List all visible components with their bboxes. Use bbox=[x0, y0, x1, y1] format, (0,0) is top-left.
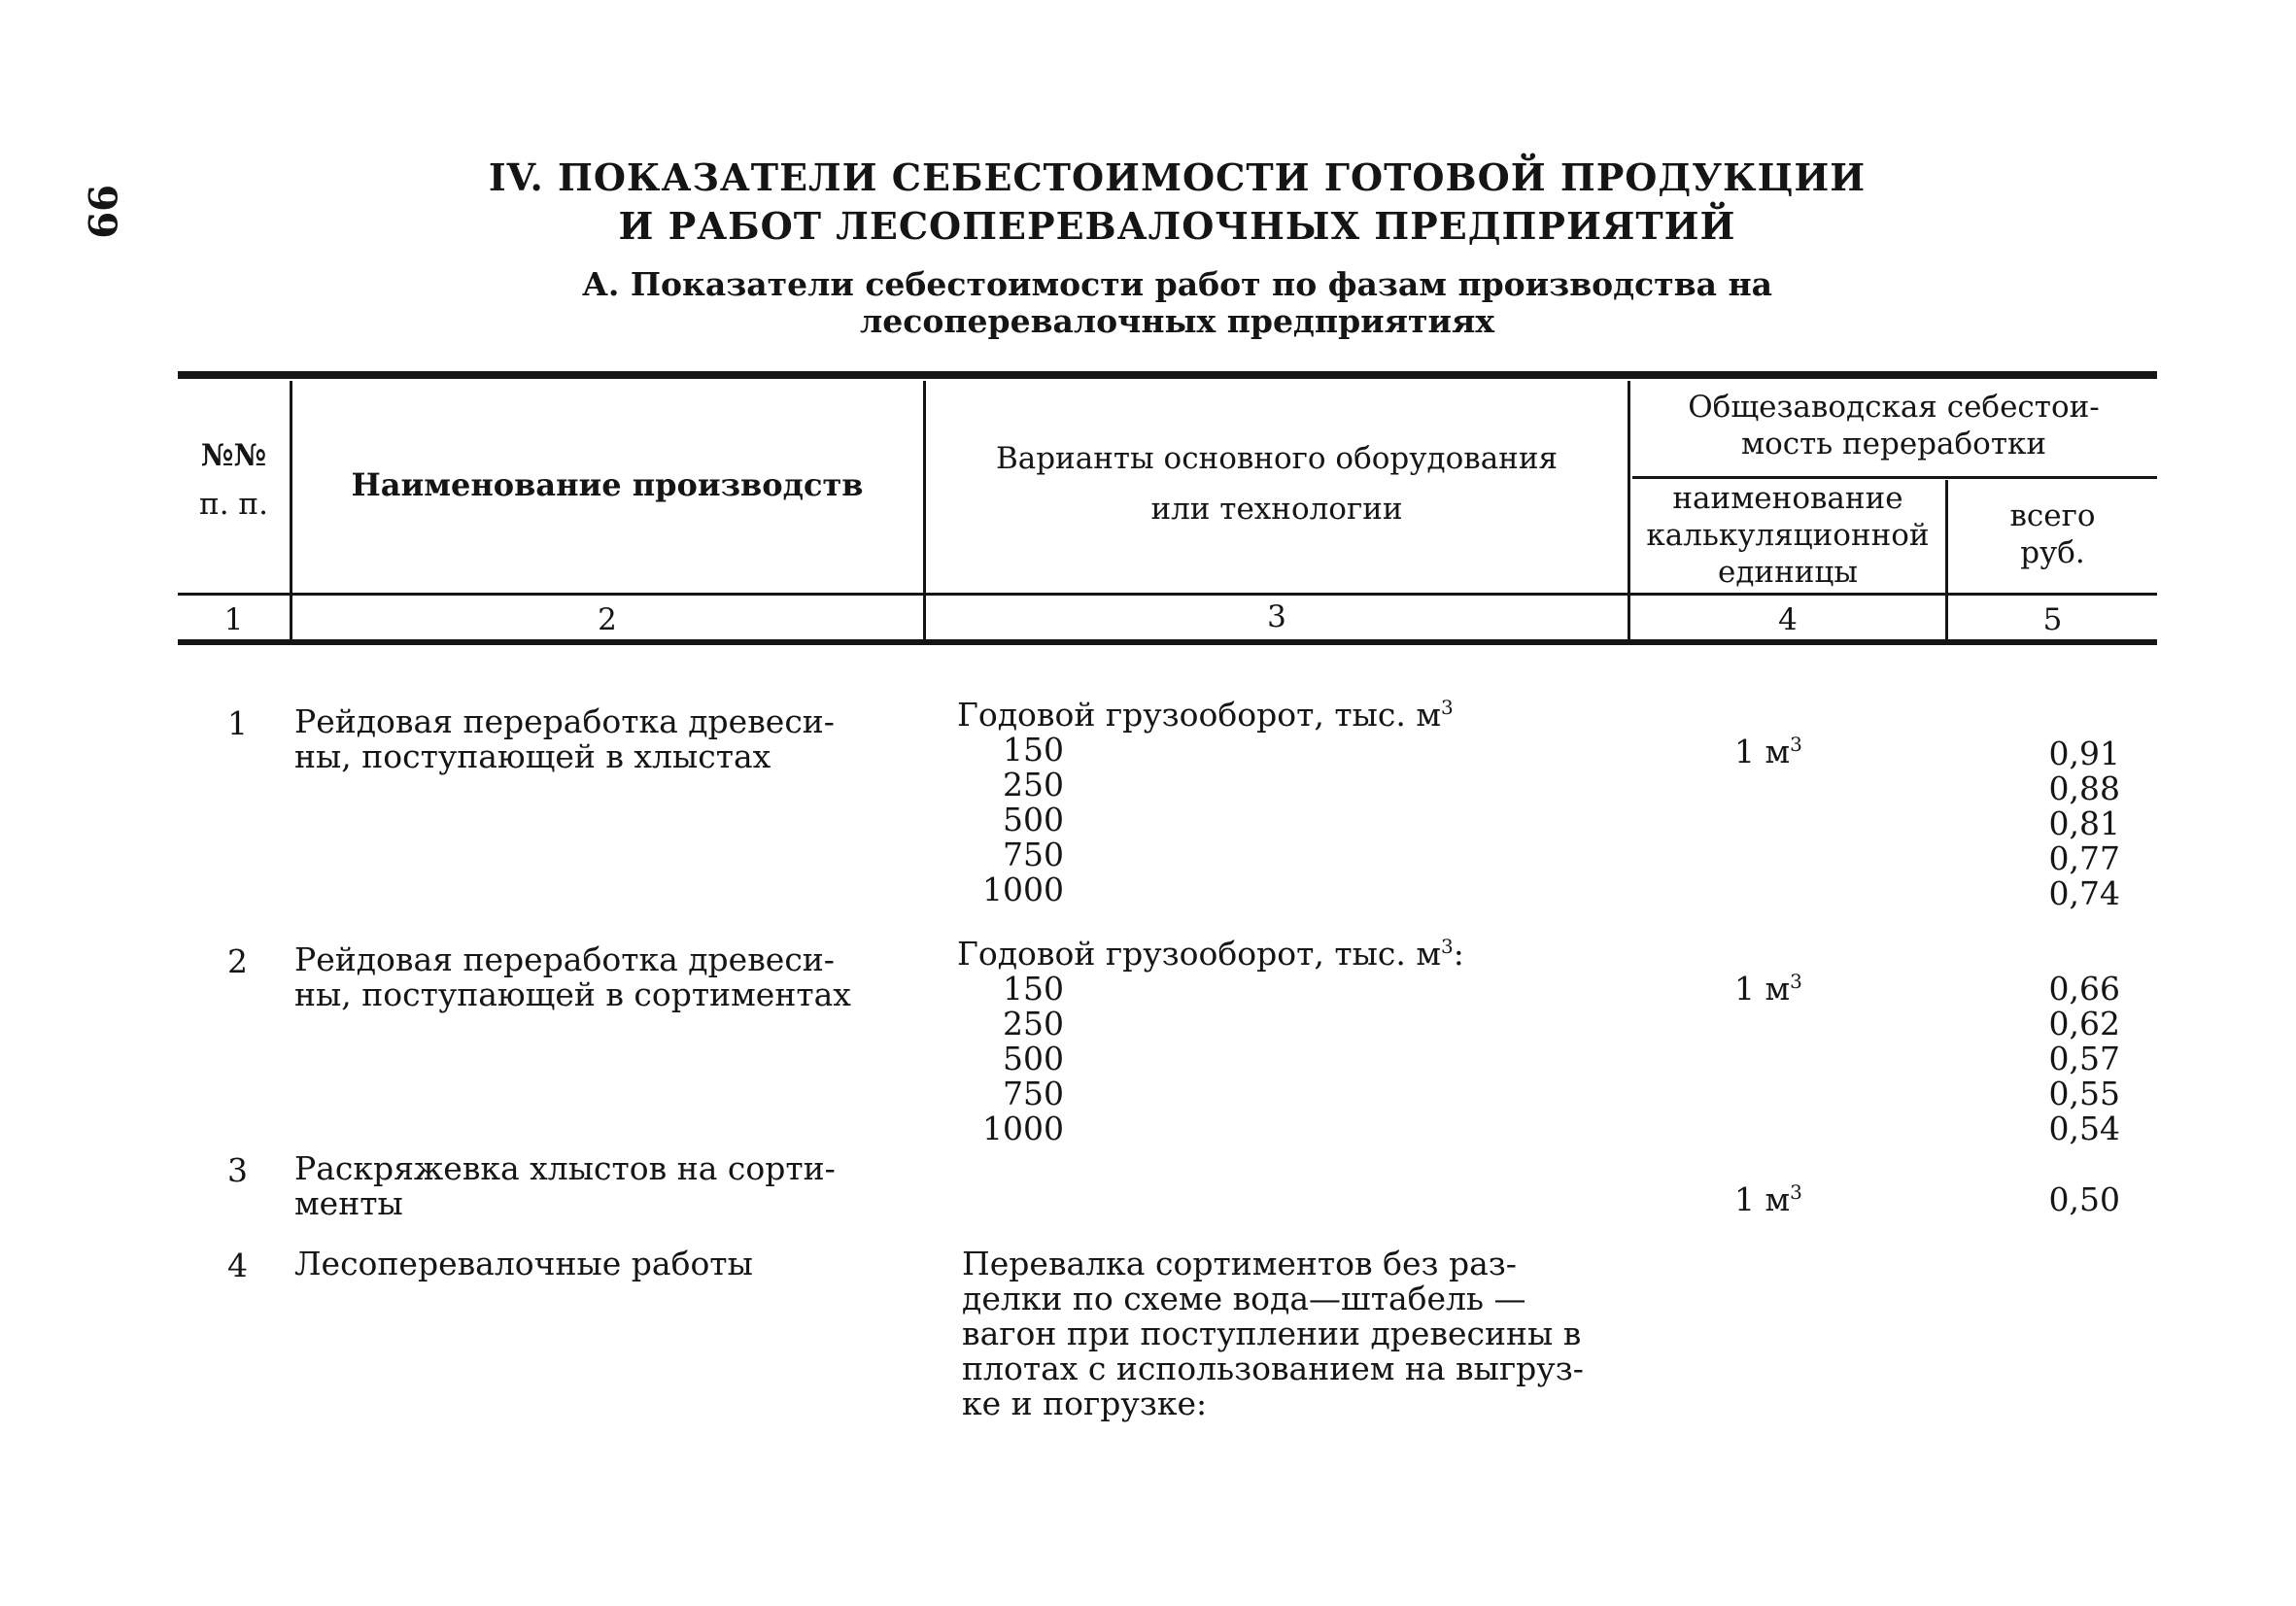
header-col-name: Наименование производств bbox=[351, 466, 864, 503]
row-2-unit: 1 $м^3$ bbox=[1734, 970, 1802, 1008]
row-2-variant-title: Годовой грузооборот, тыс. $м^3$: bbox=[957, 935, 1464, 973]
row-1-name: Рейдовая переработка древеси- ны, поступающей в хлыстах bbox=[294, 702, 835, 775]
row-2-number: 2 bbox=[227, 942, 248, 980]
header-col-unit: наименование калькуляционной единицы bbox=[1646, 481, 1930, 590]
header-bottom-rule bbox=[178, 593, 2157, 596]
header-col-group: Общезаводская себестои- мость переработки bbox=[1688, 390, 2100, 461]
col-number-1: 1 bbox=[223, 602, 244, 637]
table-top-rule bbox=[178, 371, 2157, 379]
subtitle-line-1: А. Показатели себестоимости работ по фазам производства на bbox=[581, 265, 1773, 303]
title-line-2: И РАБОТ ЛЕСОПЕРЕВАЛОЧНЫХ ПРЕДПРИЯТИЙ bbox=[618, 204, 1736, 248]
col-divider-1 bbox=[290, 381, 292, 639]
col-number-3: 3 bbox=[1267, 599, 1286, 634]
row-4-description: Перевалка сортиментов без раз- делки по схеме вода—штабель — вагон при поступлении древесины в плотах с использованием на выгруз- ке и погрузке: bbox=[962, 1245, 1584, 1422]
header-col-number: №№ п. п. bbox=[199, 438, 268, 522]
row-2-values: 0,66 0,62 0,57 0,55 0,54 bbox=[2048, 970, 2120, 1147]
col-number-2: 2 bbox=[598, 602, 617, 637]
row-3-value: 0,50 bbox=[2048, 1180, 2120, 1218]
subtitle-line-2: лесоперевалочных предприятиях bbox=[859, 302, 1494, 340]
row-1-values: 0,91 0,88 0,81 0,77 0,74 bbox=[2048, 735, 2120, 912]
header-col-total: всего руб. bbox=[2009, 498, 2096, 570]
row-2-volumes: 150 250 500 750 1000 bbox=[982, 970, 1064, 1147]
row-3-number: 3 bbox=[227, 1151, 248, 1189]
row-2-name: Рейдовая переработка древеси- ны, поступающей в сортиментах bbox=[294, 940, 851, 1013]
header-col-variants: Варианты основного оборудования или технологии bbox=[995, 441, 1559, 527]
row-1-volumes: 150 250 500 750 1000 bbox=[982, 731, 1064, 908]
row-1-number: 1 bbox=[227, 704, 248, 742]
section-title bbox=[29, 154, 2296, 251]
row-3-name: Раскряжевка хлыстов на сорти- менты bbox=[294, 1149, 836, 1222]
group-divider-rule bbox=[1632, 476, 2157, 479]
row-4-number: 4 bbox=[227, 1247, 248, 1284]
title-line-1: IV. ПОКАЗАТЕЛИ СЕБЕСТОИМОСТИ ГОТОВОЙ ПРОДУКЦИИ bbox=[488, 155, 1867, 199]
page-number: 99 bbox=[79, 185, 124, 239]
table-numbers-bottom-rule bbox=[178, 639, 2157, 645]
row-4-name: Лесоперевалочные работы bbox=[294, 1245, 753, 1282]
col-number-5: 5 bbox=[2042, 602, 2063, 637]
row-3-unit: 1 $м^3$ bbox=[1734, 1180, 1802, 1218]
row-1-unit: 1 $м^3$ bbox=[1734, 733, 1802, 770]
section-subtitle bbox=[29, 266, 2296, 340]
row-1-variant-title: Годовой грузооборот, тыс. $м^3$ bbox=[957, 696, 1454, 734]
col-number-4: 4 bbox=[1778, 602, 1798, 637]
